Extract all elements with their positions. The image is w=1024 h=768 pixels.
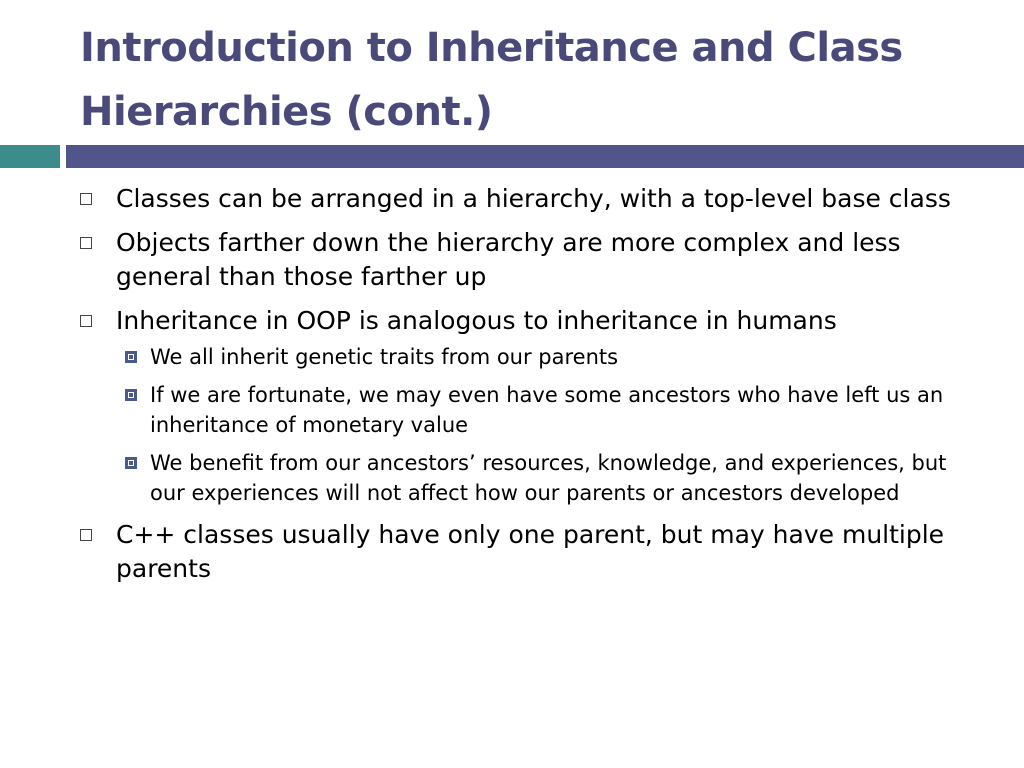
hollow-square-bullet-icon [80, 315, 92, 327]
bullet-text: C++ classes usually have only one parent, but may have multiple parents [116, 520, 945, 583]
sub-bullet-item [116, 380, 970, 440]
bullet-item [80, 518, 970, 586]
bullet-item [80, 304, 970, 508]
filled-square-bullet-icon [125, 389, 137, 401]
sub-bullet-text: We benefit from our ancestors’ resources, knowledge, and experiences, but our experiences will not affect how our parents or ancestors developed [150, 451, 947, 505]
hollow-square-bullet-icon [80, 193, 92, 205]
filled-square-bullet-icon [125, 351, 137, 363]
bullet-item [80, 182, 970, 216]
bullet-text: Objects farther down the hierarchy are more complex and less general than those farther up [116, 228, 901, 291]
bullet-list [80, 182, 970, 596]
sub-bullet-text: If we are fortunate, we may even have some ancestors who have left us an inheritance of monetary value [150, 383, 944, 437]
sub-bullet-item [116, 342, 970, 372]
sub-bullet-item [116, 448, 970, 508]
hollow-square-bullet-icon [80, 237, 92, 249]
bullet-text: Classes can be arranged in a hierarchy, with a top-level base class [116, 184, 951, 213]
sub-bullet-text: We all inherit genetic traits from our parents [150, 345, 619, 369]
filled-square-bullet-icon [125, 457, 137, 469]
slide-title: Introduction to Inheritance and Class Hierarchies (cont.) [80, 25, 903, 135]
bullet-item [80, 226, 970, 294]
accent-bar-teal [0, 145, 60, 168]
bullet-text: Inheritance in OOP is analogous to inheritance in humans [116, 306, 837, 335]
hollow-square-bullet-icon [80, 529, 92, 541]
accent-bar-purple [66, 145, 1024, 168]
sub-bullet-list [116, 342, 970, 508]
